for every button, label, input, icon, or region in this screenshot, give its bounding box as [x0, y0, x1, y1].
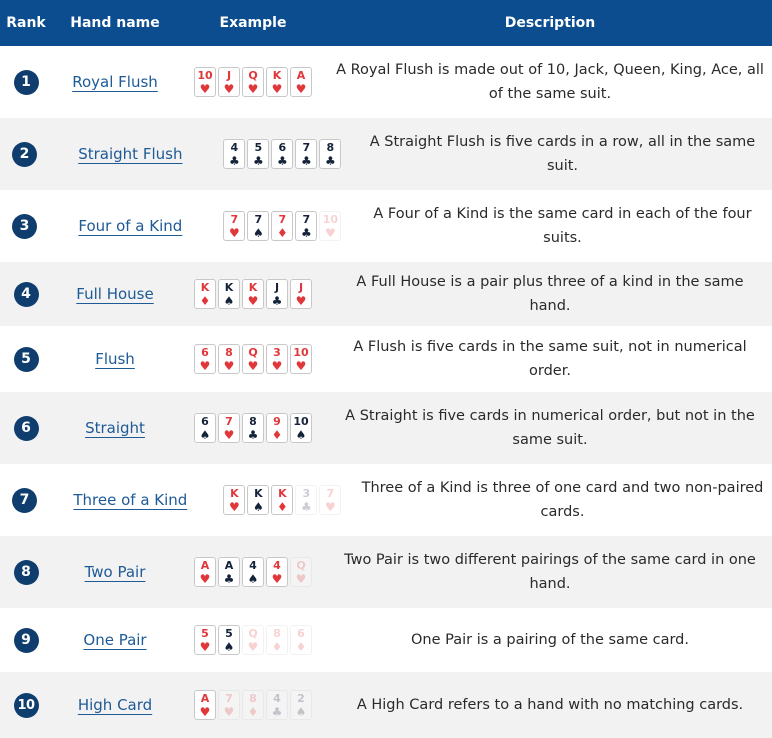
card-suit-icon: ♠ [247, 572, 259, 586]
hand-description: Two Pair is two different pairings of the same card in one hand. [344, 552, 756, 592]
card-rank: 10 [293, 415, 309, 428]
playing-card [266, 279, 288, 309]
card-rank: A [200, 692, 210, 705]
hand-name-cell [52, 672, 178, 738]
playing-card [295, 485, 317, 515]
rank-badge: 4 [14, 282, 39, 307]
playing-card [247, 485, 269, 515]
rank-cell [0, 326, 52, 392]
playing-card [290, 413, 312, 443]
playing-card [218, 413, 240, 443]
card-rank: 8 [225, 346, 233, 359]
rank-badge: 6 [14, 416, 39, 441]
playing-card [247, 211, 269, 241]
hand-name-cell [49, 190, 212, 262]
table-row [0, 118, 772, 190]
hand-name-cell [52, 392, 178, 464]
example-cards [223, 139, 341, 169]
hand-name-link[interactable]: Full House [76, 285, 154, 303]
card-rank: K [230, 487, 239, 500]
card-suit-icon: ♥ [247, 640, 259, 654]
hand-name-cell [52, 326, 178, 392]
playing-card [319, 211, 341, 241]
playing-card [271, 485, 293, 515]
card-suit-icon: ♦ [247, 705, 259, 719]
card-rank: 9 [273, 415, 281, 428]
card-suit-icon: ♣ [300, 154, 312, 168]
playing-card [242, 557, 264, 587]
card-rank: 5 [254, 141, 263, 154]
playing-card [319, 485, 341, 515]
table-row [0, 608, 772, 672]
card-suit-icon: ♥ [295, 359, 307, 373]
example-cards [194, 557, 312, 587]
card-rank: K [272, 69, 282, 82]
card-suit-icon: ♠ [295, 705, 307, 719]
card-suit-icon: ♥ [271, 572, 283, 586]
playing-card [266, 67, 288, 97]
rank-badge: 5 [14, 347, 39, 372]
card-suit-icon: ♥ [228, 226, 240, 240]
example-cards [223, 485, 341, 515]
playing-card [266, 557, 288, 587]
playing-card [266, 344, 288, 374]
playing-card [194, 690, 216, 720]
table-header [0, 0, 772, 46]
card-suit-icon: ♥ [295, 572, 307, 586]
card-rank: 4 [249, 559, 257, 572]
rank-cell [0, 262, 52, 326]
playing-card [194, 279, 216, 309]
card-rank: K [200, 281, 210, 294]
card-suit-icon: ♥ [247, 359, 259, 373]
playing-card [242, 625, 264, 655]
playing-card [242, 690, 264, 720]
card-rank: 4 [273, 692, 281, 705]
card-suit-icon: ♦ [199, 294, 211, 308]
playing-card [271, 211, 293, 241]
hand-description: A Flush is five cards in the same suit, not in numerical order. [353, 339, 747, 379]
card-suit-icon: ♠ [223, 640, 235, 654]
card-suit-icon: ♣ [247, 428, 259, 442]
rank-cell [0, 608, 52, 672]
description-cell [353, 190, 772, 262]
card-suit-icon: ♥ [228, 500, 240, 514]
playing-card [290, 625, 312, 655]
card-rank: A [296, 69, 306, 82]
description-cell [328, 46, 772, 118]
card-suit-icon: ♦ [271, 640, 283, 654]
hand-description: A High Card refers to a hand with no matching cards. [356, 697, 744, 713]
card-rank: K [278, 487, 287, 500]
hand-name-link[interactable]: Straight Flush [78, 145, 183, 163]
playing-card [319, 139, 341, 169]
description-cell [328, 326, 772, 392]
card-rank: Q [248, 69, 258, 82]
card-rank: 7 [225, 692, 233, 705]
card-suit-icon: ♠ [252, 500, 264, 514]
card-rank: 3 [302, 487, 311, 500]
example-cards [194, 413, 312, 443]
card-rank: 8 [249, 692, 257, 705]
card-rank: 7 [326, 487, 335, 500]
card-suit-icon: ♦ [276, 226, 288, 240]
card-suit-icon: ♥ [247, 82, 259, 96]
card-suit-icon: ♥ [271, 359, 283, 373]
description-cell [328, 608, 772, 672]
hand-name-cell [52, 608, 178, 672]
card-rank: 10 [293, 346, 309, 359]
playing-card [242, 344, 264, 374]
card-rank: A [224, 559, 234, 572]
card-suit-icon: ♥ [324, 500, 336, 514]
rank-cell [0, 536, 52, 608]
playing-card [290, 344, 312, 374]
hand-description: A Straight is five cards in numerical order, but not in the same suit. [345, 408, 755, 448]
rank-cell [0, 672, 52, 738]
playing-card [271, 139, 293, 169]
card-suit-icon: ♥ [271, 82, 283, 96]
hand-name-link[interactable]: Three of a Kind [73, 491, 188, 509]
hand-description: Three of a Kind is three of one card and two non-paired cards. [361, 480, 764, 520]
card-rank: 8 [273, 627, 281, 640]
card-suit-icon: ♣ [276, 154, 288, 168]
hand-description: A Full House is a pair plus three of a kind in the same hand. [356, 274, 744, 314]
description-cell [353, 464, 772, 536]
card-suit-icon: ♥ [199, 82, 211, 96]
rank-badge: 9 [14, 628, 39, 653]
table-body [0, 46, 772, 738]
description-cell [328, 392, 772, 464]
hand-description: A Four of a Kind is the same card in each of the four suits. [373, 206, 752, 246]
card-rank: 6 [201, 415, 209, 428]
rank-badge: 7 [12, 488, 37, 513]
hand-description: A Straight Flush is five cards in a row, all in the same suit. [369, 134, 756, 174]
card-rank: K [224, 281, 234, 294]
card-rank: 3 [273, 346, 281, 359]
card-suit-icon: ♥ [199, 572, 211, 586]
hand-name-link[interactable]: Royal Flush [72, 73, 158, 91]
playing-card [247, 139, 269, 169]
playing-card [290, 690, 312, 720]
table-row [0, 536, 772, 608]
playing-card [194, 625, 216, 655]
playing-card [242, 67, 264, 97]
card-suit-icon: ♦ [271, 428, 283, 442]
card-rank: Q [296, 559, 306, 572]
card-suit-icon: ♣ [228, 154, 240, 168]
header-rank: Rank [6, 15, 46, 31]
example-cell [178, 326, 328, 392]
hand-name-cell [49, 464, 212, 536]
example-cell [178, 46, 328, 118]
card-suit-icon: ♦ [295, 640, 307, 654]
card-suit-icon: ♣ [223, 572, 235, 586]
rank-cell [0, 118, 49, 190]
example-cards [223, 211, 341, 241]
hand-name-cell [52, 46, 178, 118]
example-cell [212, 464, 353, 536]
card-suit-icon: ♥ [324, 226, 336, 240]
example-cards [194, 67, 312, 97]
description-cell [328, 672, 772, 738]
card-rank: 7 [302, 213, 311, 226]
card-rank: 4 [273, 559, 281, 572]
table-row [0, 464, 772, 536]
rank-badge: 10 [14, 693, 39, 718]
example-cards [194, 625, 312, 655]
card-rank: 5 [201, 627, 209, 640]
card-rank: 7 [278, 213, 287, 226]
playing-card [242, 279, 264, 309]
playing-card [295, 139, 317, 169]
hand-name-cell [52, 536, 178, 608]
card-rank: 7 [254, 213, 263, 226]
hand-name-link[interactable]: Straight [85, 419, 145, 437]
card-rank: 6 [297, 627, 305, 640]
example-cards [194, 690, 312, 720]
card-rank: Q [248, 627, 258, 640]
playing-card [194, 67, 216, 97]
playing-card [218, 279, 240, 309]
card-suit-icon: ♦ [276, 500, 288, 514]
example-cell [178, 608, 328, 672]
header-hand-name: Hand name [70, 15, 160, 31]
hand-name-cell [49, 118, 212, 190]
hand-name-link[interactable]: One Pair [83, 631, 147, 649]
table-row [0, 46, 772, 118]
header-description: Description [504, 15, 596, 31]
card-suit-icon: ♥ [223, 428, 235, 442]
card-rank: 6 [201, 346, 209, 359]
hand-name-link[interactable]: Four of a Kind [78, 217, 183, 235]
example-cards [194, 344, 312, 374]
playing-card [223, 211, 245, 241]
playing-card [194, 557, 216, 587]
card-suit-icon: ♠ [252, 226, 264, 240]
description-cell [353, 118, 772, 190]
hand-name-link[interactable]: High Card [77, 696, 153, 714]
hand-name-link[interactable]: Two Pair [84, 563, 146, 581]
hand-name-link[interactable]: Flush [95, 350, 135, 368]
rank-badge: 8 [14, 560, 39, 585]
playing-card [218, 625, 240, 655]
card-suit-icon: ♥ [199, 705, 211, 719]
playing-card [266, 413, 288, 443]
playing-card [218, 344, 240, 374]
example-cell [178, 672, 328, 738]
card-suit-icon: ♠ [199, 428, 211, 442]
card-suit-icon: ♣ [324, 154, 336, 168]
card-rank: 6 [278, 141, 287, 154]
card-rank: 10 [322, 213, 338, 226]
playing-card [266, 690, 288, 720]
playing-card [290, 279, 312, 309]
rank-badge: 3 [12, 214, 37, 239]
card-suit-icon: ♠ [223, 294, 235, 308]
example-cell [178, 392, 328, 464]
card-rank: 8 [249, 415, 257, 428]
playing-card [194, 413, 216, 443]
card-suit-icon: ♥ [223, 82, 235, 96]
card-rank: 7 [225, 415, 233, 428]
table-row [0, 326, 772, 392]
rank-badge: 2 [12, 142, 37, 167]
card-suit-icon: ♥ [223, 359, 235, 373]
rank-cell [0, 190, 49, 262]
card-rank: A [200, 559, 210, 572]
playing-card [223, 139, 245, 169]
rank-badge: 1 [14, 70, 39, 95]
card-rank: 8 [326, 141, 335, 154]
card-suit-icon: ♥ [295, 82, 307, 96]
card-suit-icon: ♥ [199, 359, 211, 373]
playing-card [290, 557, 312, 587]
card-suit-icon: ♣ [300, 500, 312, 514]
playing-card [242, 413, 264, 443]
rank-cell [0, 46, 52, 118]
playing-card [223, 485, 245, 515]
card-suit-icon: ♥ [199, 640, 211, 654]
card-rank: 10 [197, 69, 213, 82]
card-rank: J [274, 281, 280, 294]
card-suit-icon: ♣ [252, 154, 264, 168]
playing-card [218, 67, 240, 97]
table-row [0, 672, 772, 738]
description-cell [328, 536, 772, 608]
description-cell [328, 262, 772, 326]
playing-card [266, 625, 288, 655]
card-suit-icon: ♣ [271, 705, 283, 719]
rank-cell [0, 464, 49, 536]
card-rank: 5 [225, 627, 233, 640]
table-row [0, 262, 772, 326]
table-row [0, 392, 772, 464]
example-cell [212, 118, 353, 190]
card-suit-icon: ♣ [271, 294, 283, 308]
card-suit-icon: ♥ [247, 294, 259, 308]
example-cell [212, 190, 353, 262]
card-suit-icon: ♥ [295, 294, 307, 308]
card-rank: J [298, 281, 304, 294]
card-rank: 2 [297, 692, 305, 705]
playing-card [194, 344, 216, 374]
table-row [0, 190, 772, 262]
rank-cell [0, 392, 52, 464]
hand-description: A Royal Flush is made out of 10, Jack, Queen, King, Ace, all of the same suit. [336, 62, 764, 102]
card-rank: K [248, 281, 258, 294]
card-rank: J [226, 69, 232, 82]
card-suit-icon: ♣ [300, 226, 312, 240]
hand-description: One Pair is a pairing of the same card. [411, 632, 689, 648]
card-rank: 7 [302, 141, 311, 154]
example-cell [178, 536, 328, 608]
card-rank: K [254, 487, 263, 500]
card-suit-icon: ♠ [295, 428, 307, 442]
example-cards [194, 279, 312, 309]
card-suit-icon: ♥ [223, 705, 235, 719]
card-rank: Q [248, 346, 258, 359]
card-rank: 7 [230, 213, 239, 226]
header-example: Example [219, 15, 287, 31]
example-cell [178, 262, 328, 326]
playing-card [290, 67, 312, 97]
playing-card [218, 557, 240, 587]
hand-name-cell [52, 262, 178, 326]
playing-card [295, 211, 317, 241]
card-rank: 4 [230, 141, 239, 154]
playing-card [218, 690, 240, 720]
